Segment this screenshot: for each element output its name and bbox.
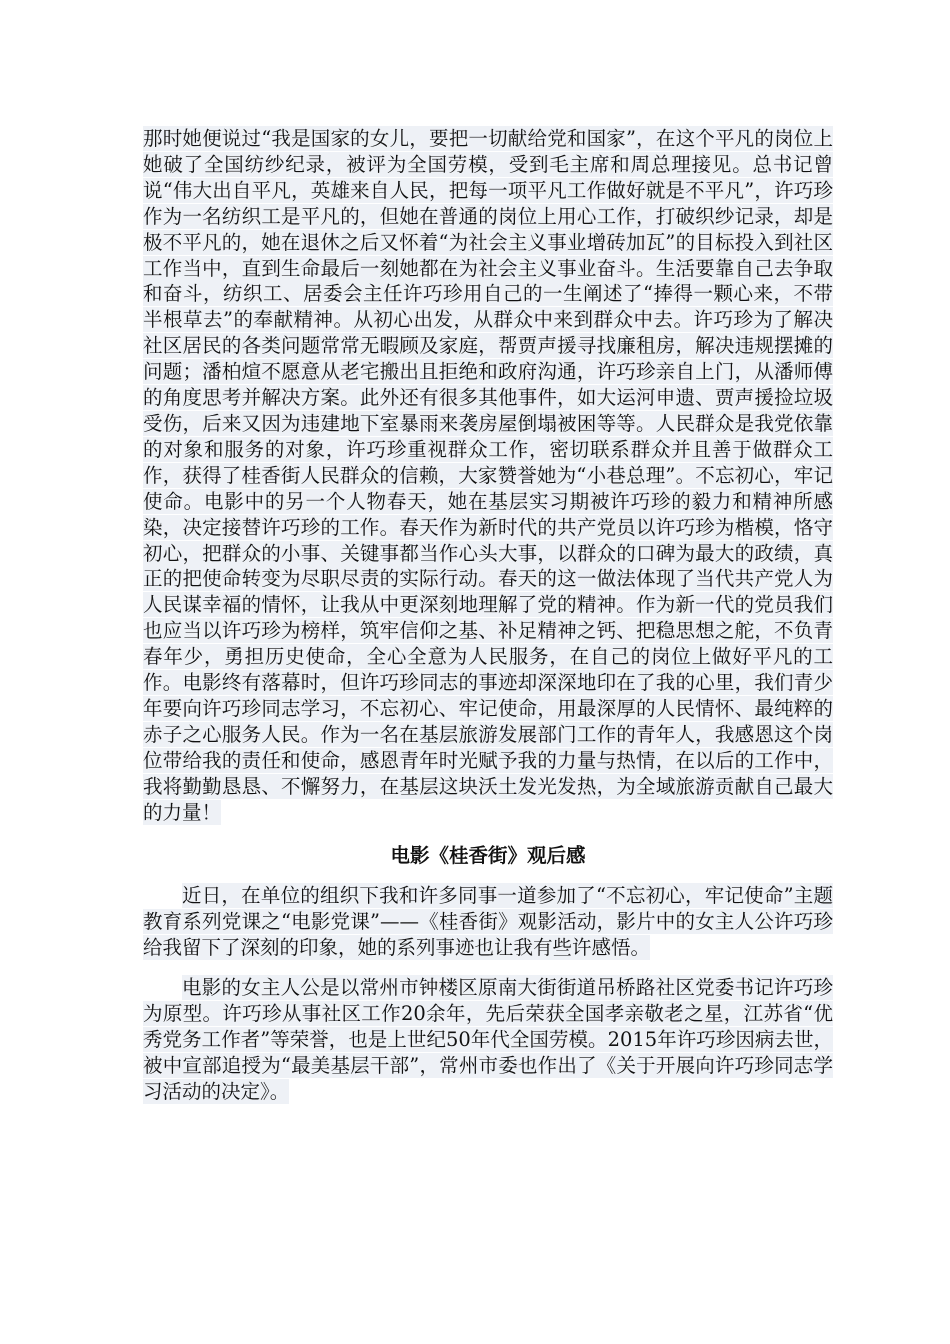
body-paragraph-2 xyxy=(143,883,833,961)
article-heading: 电影《桂香街》观后感 xyxy=(390,844,586,868)
body-paragraph-1 xyxy=(143,126,833,825)
paragraph-3-text: 电影的女主人公是以常州市钟楼区原南大街街道吊桥路社区党委书记许巧珍为原型。许巧珍从事社区工作20余年，先后荣获全国孝亲敬老之星，江苏省“优秀党务工作者”等荣誉，也是上世纪50年代全国劳模。2015年许巧珍因病去世，被中宣部追授为“最美基层干部”，常州市委也作出了《关于开展向许巧珍同志学习活动的决定》。 xyxy=(143,976,833,1103)
paragraph-2-text: 近日，在单位的组织下我和许多同事一道参加了“不忘初心，牢记使命”主题教育系列党课之“电影党课”——《桂香街》观影活动，影片中的女主人公许巧珍给我留下了深刻的印象，她的系列事迹也让我有些许感悟。 xyxy=(143,884,833,960)
document-page xyxy=(143,126,833,1105)
paragraph-1-text: 那时她便说过“我是国家的女儿，要把一切献给党和国家”，在这个平凡的岗位上她破了全国纺纱纪录，被评为全国劳模，受到毛主席和周总理接见。总书记曾说“伟大出自平凡，英雄来自人民，把每一项平凡工作做好就是不平凡”，许巧珍作为一名纺织工是平凡的，但她在普通的岗位上用心工作，打破织纱记录，却是极不平凡的，她在退休之后又怀着“为社会主义事业增砖加瓦”的目标投入到社区工作当中，直到生命最后一刻她都在为社会主义事业奋斗。生活要靠自己去争取和奋斗，纺织工、居委会主任许巧珍用自己的一生阐述了“捧得一颗心来，不带半根草去”的奉献精神。从初心出发，从群众中来到群众中去。许巧珍为了解决社区居民的各类问题常常无暇顾及家庭，帮贾声援寻找廉租房，解决违规摆摊的问题；潘柏煊不愿意从老宅搬出且拒绝和政府沟通，许巧珍亲自上门，从潘师傅的角度思考并解决方案。此外还有很多其他事件，如大运河申遗、贾声援捡垃圾受伤，后来又因为违建地下室暴雨来袭房屋倒塌被困等等。人民群众是我党依靠的对象和服务的对象，许巧珍重视群众工作，密切联系群众并且善于做群众工作，获得了桂香街人民群众的信赖，大家赞誉她为“小巷总理”。不忘初心，牢记使命。电影中的另一个人物春天，她在基层实习期被许巧珍的毅力和精神所感染，决定接替许巧珍的工作。春天作为新时代的共产党员以许巧珍为楷模，恪守初心，把群众的小事、关键事都当作心头大事，以群众的口碑为最大的政绩，真正的把使命转变为尽职尽责的实际行动。春天的这一做法体现了当代共产党人为人民谋幸福的情怀，让我从中更深刻地理解了党的精神。作为新一代的党员我们也应当以许巧珍为榜样，筑牢信仰之基、补足精神之钙、把稳思想之舵，不负青春年少，勇担历史使命，全心全意为人民服务，在自己的岗位上做好平凡的工作。电影终有落幕时，但许巧珍同志的事迹却深深地印在了我的心里，我们青少年要向许巧珍同志学习，不忘初心、牢记使命，用最深厚的人民情怀、最纯粹的赤子之心服务人民。作为一名在基层旅游发展部门工作的青年人，我感恩这个岗位带给我的责任和使命，感恩青年时光赋予我的力量与热情，在以后的工作中，我将勤勤恳恳、不懈努力，在基层这块沃土发光发热，为全域旅游贡献自己最大的力量！ xyxy=(143,127,833,824)
body-paragraph-3 xyxy=(143,975,833,1105)
